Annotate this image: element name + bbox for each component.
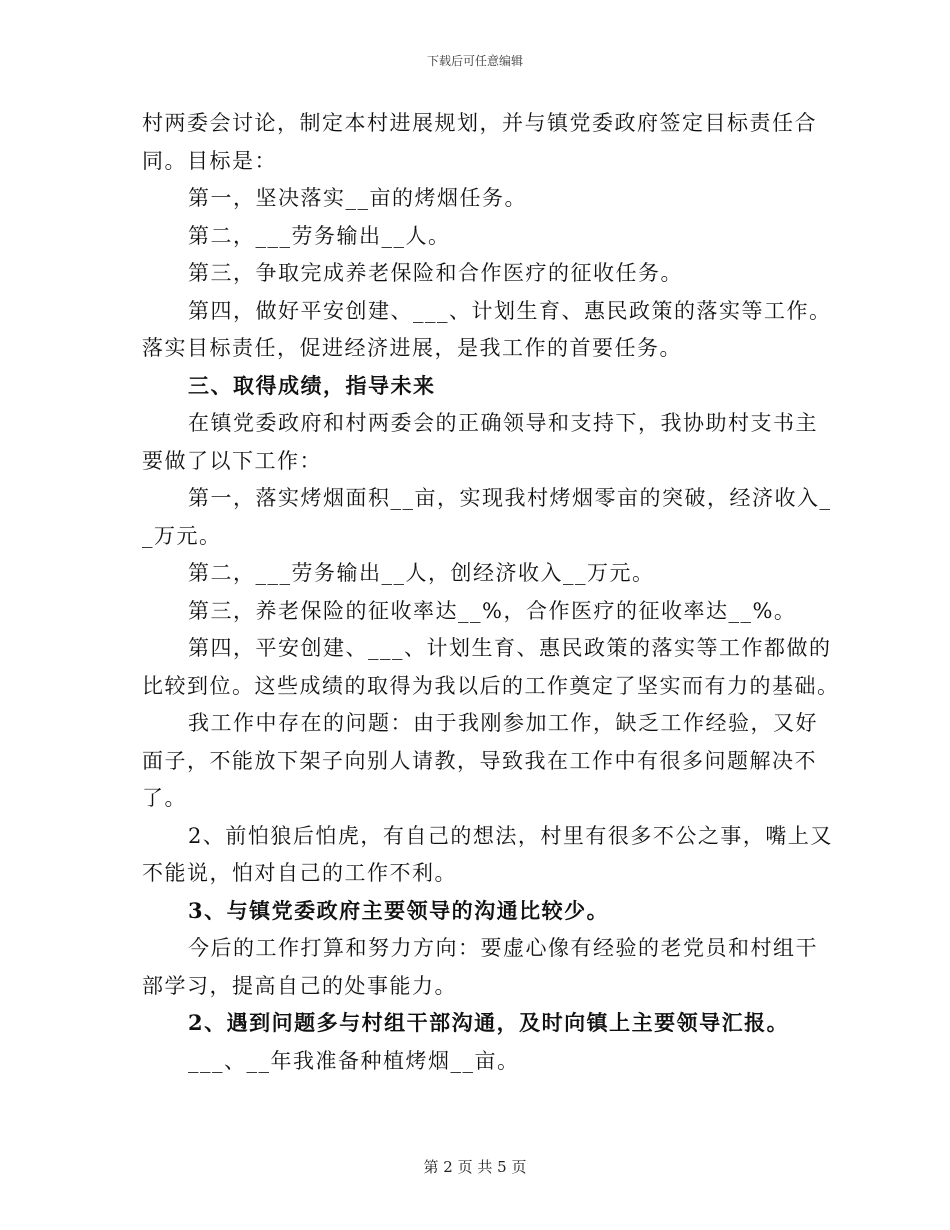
text-line: 落实目标责任，促进经济进展，是我工作的首要任务。 (142, 336, 682, 360)
text-line: 第一，落实烤烟面积__亩，实现我村烤烟零亩的突破，经济收入_ (188, 486, 832, 510)
text-line: ___、__年我准备种植烤烟__亩。 (188, 1049, 520, 1073)
text-line: 第四，做好平安创建、___、计划生育、惠民政策的落实等工作。 (188, 299, 832, 323)
bold-line: 2、遇到问题多与村组干部沟通，及时向镇上主要领导汇报。 (188, 1010, 790, 1035)
text-line: 第一，坚决落实__亩的烤烟任务。 (188, 186, 527, 210)
text-line: 今后的工作打算和努力方向：要虚心像有经验的老党员和村组干 (188, 936, 818, 960)
bold-line: 3、与镇党委政府主要领导的沟通比较少。 (188, 898, 610, 923)
text-line: 第二，___劳务输出__人，创经济收入__万元。 (188, 561, 655, 585)
text-line: 第三，争取完成养老保险和合作医疗的征收任务。 (188, 261, 683, 285)
text-line: 部学习，提高自己的处事能力。 (142, 974, 457, 998)
section-heading: 三、取得成绩，指导未来 (188, 373, 436, 398)
text-line: 2、前怕狼后怕虎，有自己的想法，村里有很多不公之事，嘴上又 (188, 824, 833, 848)
text-line: 要做了以下工作： (142, 449, 322, 473)
text-line: 面子，不能放下架子向别人请教，导致我在工作中有很多问题解决不 (142, 749, 817, 773)
text-line: 第四，平安创建、___、计划生育、惠民政策的落实等工作都做的 (188, 636, 832, 660)
text-line: 比较到位。这些成绩的取得为我以后的工作奠定了坚实而有力的基础。 (142, 674, 840, 698)
text-line: 在镇党委政府和村两委会的正确领导和支持下，我协助村支书主 (188, 411, 818, 435)
text-line: 村两委会讨论，制定本村进展规划，并与镇党委政府签定目标责任合 (142, 111, 817, 135)
text-line: _万元。 (142, 524, 222, 548)
text-line: 同。目标是： (142, 149, 277, 173)
text-line: 了。 (142, 786, 187, 810)
page-header: 下载后可任意编辑 (426, 54, 523, 68)
text-line: 不能说，怕对自己的工作不利。 (142, 861, 457, 885)
text-line: 第三，养老保险的征收率达__%，合作医疗的征收率达__%。 (188, 599, 797, 623)
page-footer: 第 2 页 共 5 页 (423, 1158, 527, 1176)
text-line: 我工作中存在的问题：由于我刚参加工作，缺乏工作经验，又好 (188, 711, 818, 735)
text-line: 第二，___劳务输出__人。 (188, 224, 451, 248)
